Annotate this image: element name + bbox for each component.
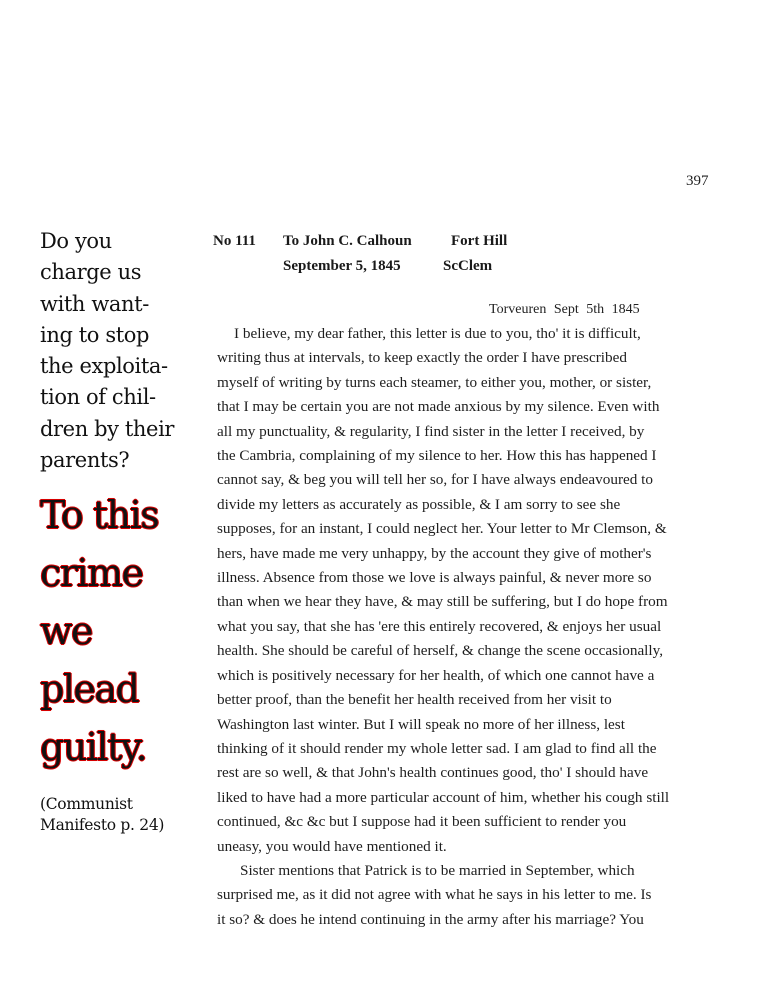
citation-line: Manifesto p. 24): [40, 816, 165, 835]
letter-line: it so? & does he intend continuing in the army after his marriage? You: [217, 910, 644, 928]
letter-source: ScClem: [443, 258, 493, 274]
letter-number: No 111: [213, 233, 256, 249]
letter-line: Washington last winter. But I will speak no more of her illness, lest: [217, 715, 625, 733]
letter-line: which is positively necessary for her health, of which one cannot have a: [217, 666, 655, 684]
letter-line: surprised me, as it did not agree with what he says in his letter to me. Is: [217, 886, 652, 904]
letter-line: divide my letters as accurately as possible, & I am sorry to see she: [217, 495, 621, 513]
letter-line: than when we hear they have, & may still be suffering, but I do hope from: [217, 593, 668, 611]
letter-line: supposes, for an instant, I could neglect her. Your letter to Mr Clemson, &: [217, 520, 667, 538]
answer-line: plead: [40, 667, 139, 712]
question-line: the exploita-: [40, 354, 168, 379]
answer-line: guilty.: [40, 725, 147, 770]
letter-line: what you say, that she has 'ere this entirely recovered, & enjoys her usual: [217, 617, 662, 635]
letter-line: health. She should be careful of herself, & change the scene occasionally,: [217, 642, 664, 660]
letter-line: that I may be certain you are not made anxious by my silence. Even with: [217, 398, 660, 416]
question-line: charge us: [40, 260, 142, 285]
question-line: tion of chil-: [40, 385, 156, 410]
letter-date: September 5, 1845: [283, 258, 401, 274]
letter-line: better proof, than the benefit her health received from her visit to: [217, 691, 612, 709]
letter-line: continued, &c &c but I suppose had it been sufficient to render you: [217, 813, 627, 831]
letter-line: myself of writing by turns each steamer, to either you, mother, or sister,: [217, 373, 652, 391]
question-line: parents?: [40, 448, 130, 473]
letter-line: thinking of it should render my whole letter sad. I am glad to find all the: [217, 739, 657, 757]
letter-recipient: To John C. Calhoun: [283, 233, 412, 249]
letter-line: hers, have made me very unhappy, by the account they give of mother's: [217, 544, 652, 562]
question-line: Do you: [40, 229, 112, 253]
question-line: dren by their: [40, 416, 175, 441]
quote-answer: [40, 486, 190, 776]
letter-line: the Cambria, complaining of my silence to her. How this has happened I: [217, 447, 657, 465]
letter-line: all my punctuality, & regularity, I find sister in the letter I received, by: [217, 422, 645, 440]
letter-line: writing thus at intervals, to keep exactly the order I have prescribed: [217, 349, 627, 367]
answer-line: we: [40, 609, 93, 654]
quote-question: [40, 226, 190, 476]
question-line: ing to stop: [40, 322, 150, 347]
letter-header: [213, 229, 507, 279]
letter-destination: Fort Hill: [451, 233, 508, 249]
question-line: with want-: [40, 291, 149, 316]
letter-line: I believe, my dear father, this letter is due to you, tho' it is difficult,: [234, 325, 641, 342]
letter-line: Sister mentions that Patrick is to be married in September, which: [240, 861, 635, 879]
citation-line: (Communist: [40, 795, 133, 814]
page-number: 397: [686, 173, 709, 189]
letter-line: uneasy, you would have mentioned it.: [217, 837, 447, 855]
letter-line: liked to have had a more particular account of him, whether his cough still: [217, 788, 670, 806]
sidebar-quote: [40, 226, 190, 836]
letter-line: rest are so well, & that John's health continues good, tho' I should have: [217, 764, 649, 782]
letter-line: illness. Absence from those we love is always painful, & never more so: [217, 569, 652, 587]
letter-line: cannot say, & beg you will tell her so, for I have always endeavoured to: [217, 471, 653, 489]
letter-body: [217, 322, 727, 932]
answer-line: To this: [40, 493, 159, 538]
letter-place-date: Torveuren Sept 5th 1845: [489, 302, 640, 317]
answer-line: crime: [40, 551, 143, 596]
quote-citation: [40, 794, 190, 836]
